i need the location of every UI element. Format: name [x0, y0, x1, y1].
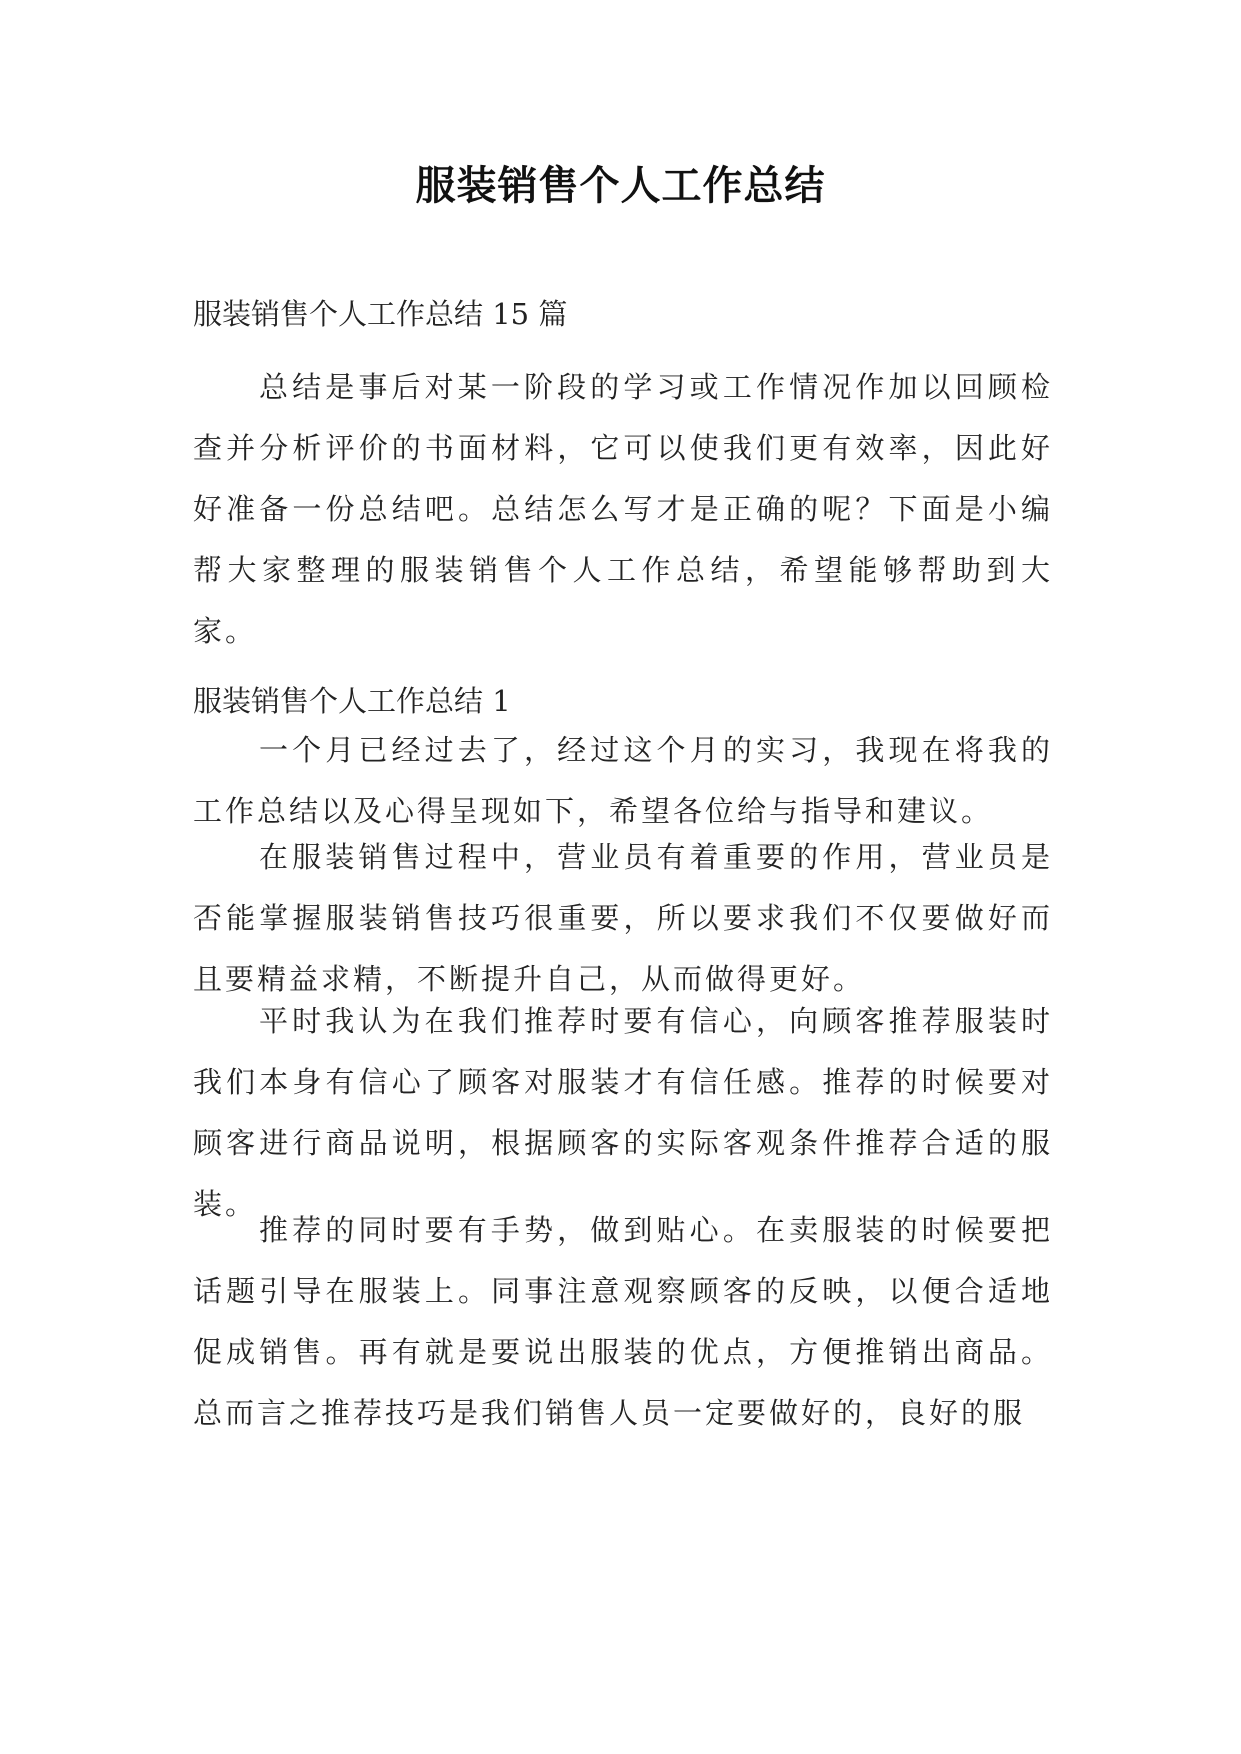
body-paragraph: 平时我认为在我们推荐时要有信心，向顾客推荐服装时我们本身有信心了顾客对服装才有信任感。推荐的时候要对顾客进行商品说明，根据顾客的实际客观条件推荐合适的服装。 [193, 1004, 1053, 1221]
intro-paragraph: 总结是事后对某一阶段的学习或工作情况作加以回顾检查并分析评价的书面材料，它可以使我们更有效率，因此好好准备一份总结吧。总结怎么写才是正确的呢？下面是小编帮大家整理的服装销售个人工作总结，希望能够帮助到大家。 [193, 370, 1053, 648]
section-heading: 服装销售个人工作总结 1 [193, 684, 511, 718]
body-paragraph: 推荐的同时要有手势，做到贴心。在卖服装的时候要把话题引导在服装上。同事注意观察顾客的反映，以便合适地促成销售。再有就是要说出服装的优点，方便推销出商品。总而言之推荐技巧是我们销售人员一定要做好的，良好的服 [193, 1213, 1053, 1430]
body-paragraph: 在服装销售过程中，营业员有着重要的作用，营业员是否能掌握服装销售技巧很重要，所以要求我们不仅要做好而且要精益求精，不断提升自己，从而做得更好。 [193, 840, 1053, 996]
document-subtitle: 服装销售个人工作总结 15 篇 [193, 297, 568, 331]
document-title: 服装销售个人工作总结 [415, 162, 826, 209]
body-paragraph: 一个月已经过去了，经过这个月的实习，我现在将我的工作总结以及心得呈现如下，希望各位给与指导和建议。 [193, 733, 1053, 828]
